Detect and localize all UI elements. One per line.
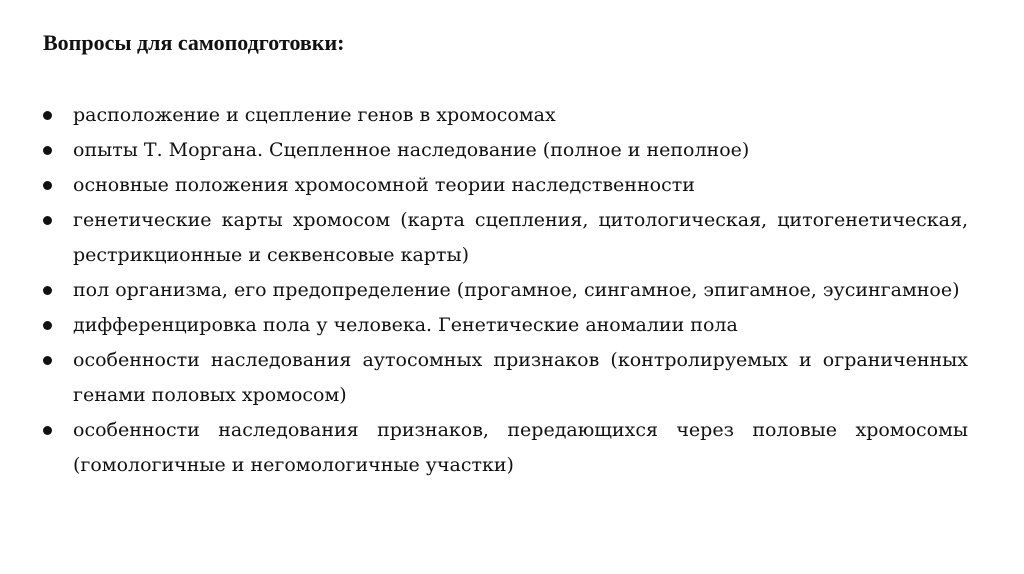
list-item bbox=[43, 308, 968, 343]
list-item bbox=[43, 343, 968, 413]
slide-title: Вопросы для самоподготовки: bbox=[43, 30, 345, 55]
list-item-text: пол организма, его предопределение (прогамное, сингамное, эпигамное, эусингамное) bbox=[73, 279, 960, 301]
list-item-text: дифференцировка пола у человека. Генетические аномалии пола bbox=[73, 314, 738, 336]
list-item-text: расположение и сцепление генов в хромосомах bbox=[73, 104, 556, 126]
question-list bbox=[43, 98, 968, 483]
list-item bbox=[43, 203, 968, 273]
bullet-icon bbox=[43, 321, 52, 330]
list-item-text: опыты Т. Моргана. Сцепленное наследование (полное и неполное) bbox=[73, 139, 750, 161]
bullet-icon bbox=[43, 146, 52, 155]
list-item bbox=[43, 168, 968, 203]
bullet-icon bbox=[43, 216, 52, 225]
list-item-text: особенности наследования аутосомных признаков (контролируемых и ограниченных генами половых хромосом) bbox=[73, 349, 968, 406]
bullet-icon bbox=[43, 181, 52, 190]
list-item-text: особенности наследования признаков, передающихся через половые хромосомы (гомологичные и негомологичные участки) bbox=[73, 419, 968, 476]
list-item-text: основные положения хромосомной теории наследственности bbox=[73, 174, 695, 196]
bullet-icon bbox=[43, 111, 52, 120]
bullet-icon bbox=[43, 426, 52, 435]
bullet-icon bbox=[43, 286, 52, 295]
list-item bbox=[43, 273, 968, 308]
list-item bbox=[43, 133, 968, 168]
bullet-icon bbox=[43, 356, 52, 365]
list-item bbox=[43, 98, 968, 133]
list-item-text: генетические карты хромосом (карта сцепления, цитологическая, цитогенетическая, рестрикционные и секвенсовые карты) bbox=[73, 209, 968, 266]
list-item bbox=[43, 413, 968, 483]
